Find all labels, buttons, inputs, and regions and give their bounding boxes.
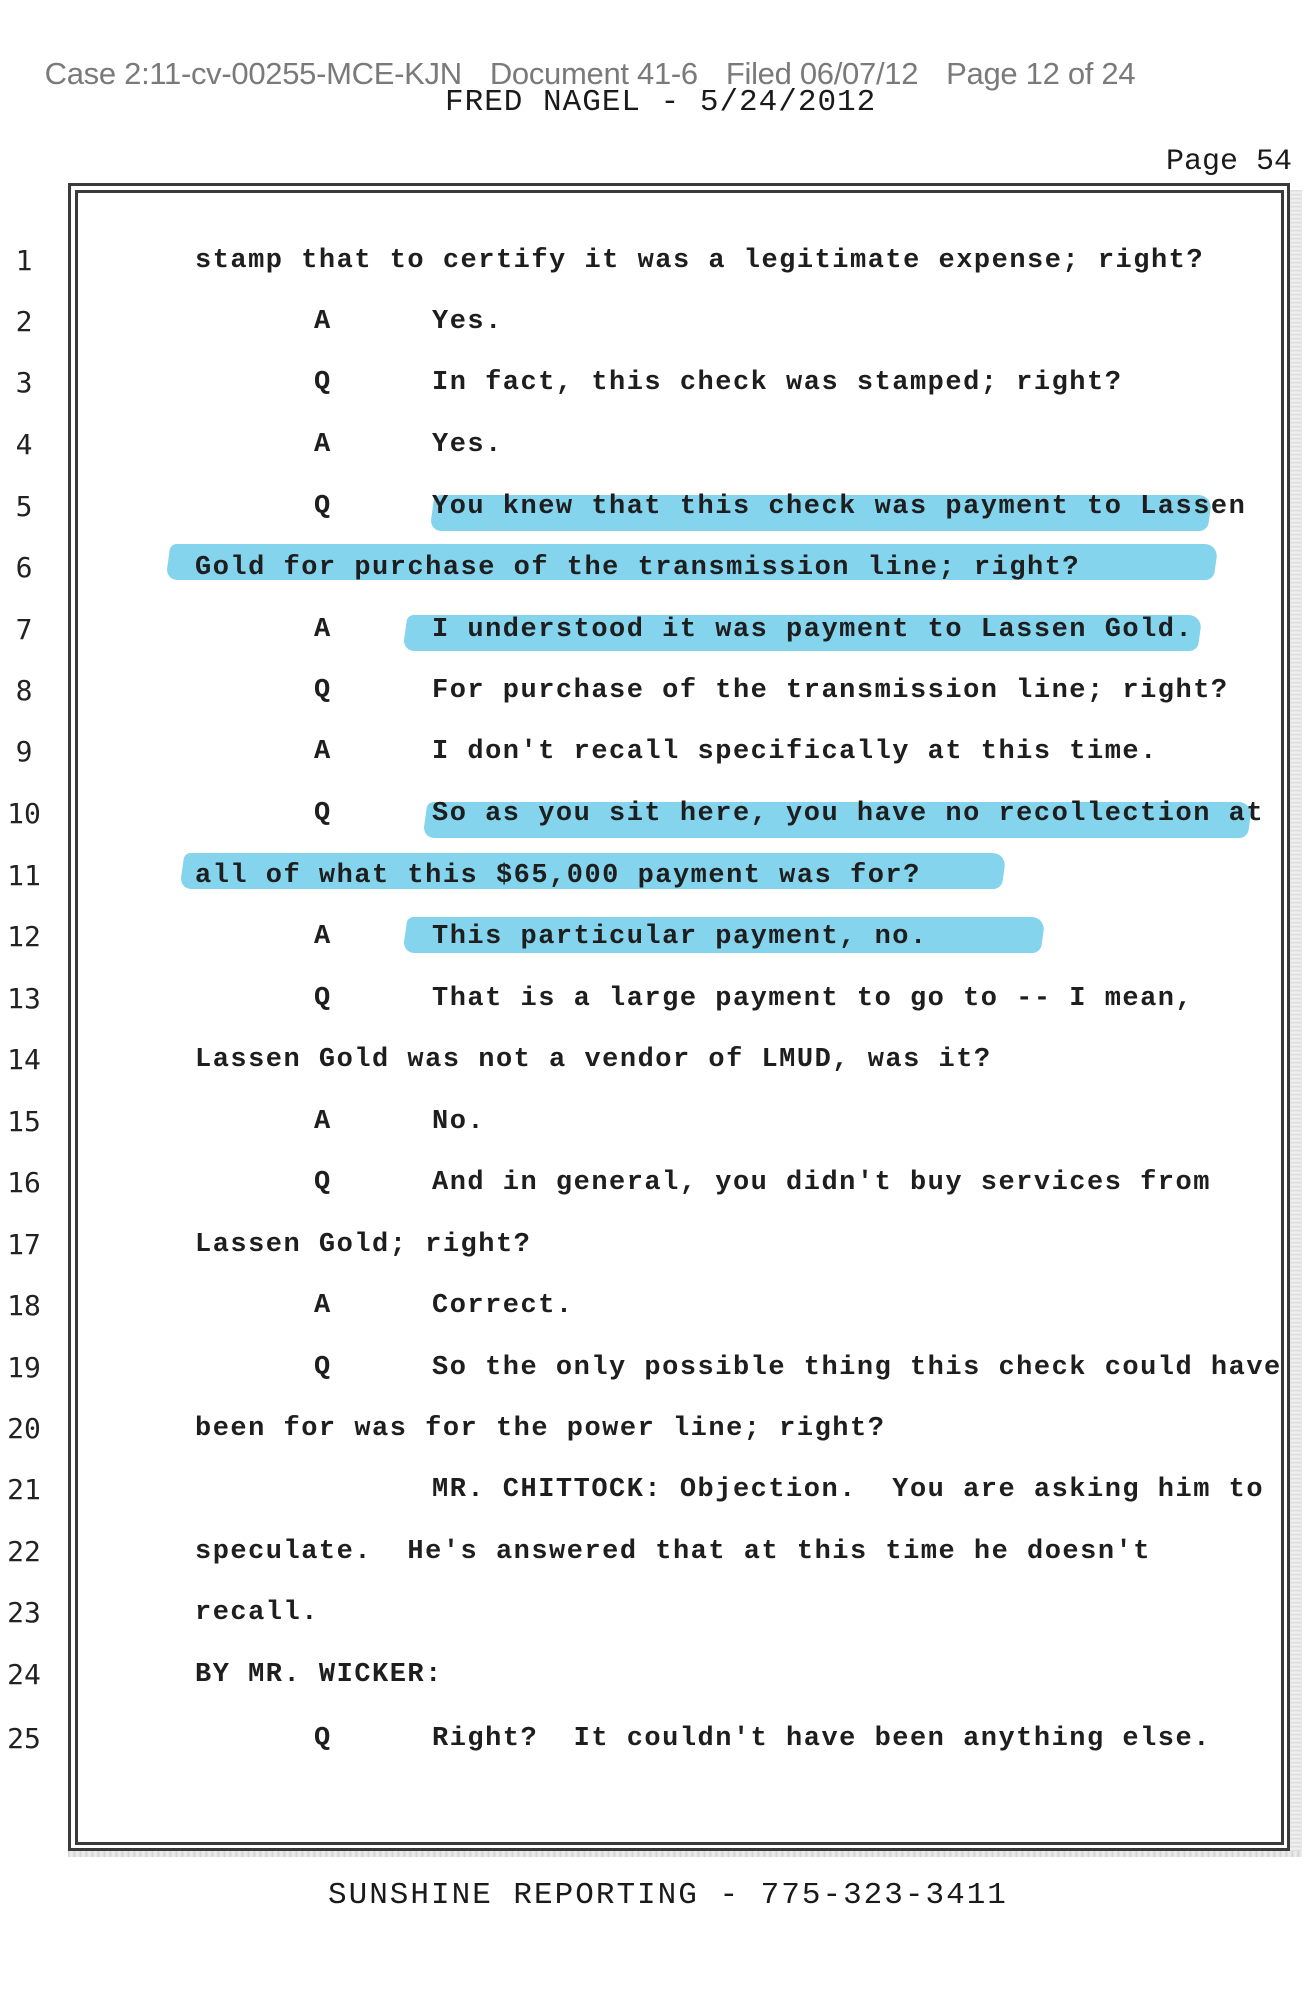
transcript-line [0,1041,1310,1081]
line-text: recall. [195,1598,319,1628]
transcript-line [0,1349,1310,1389]
line-text: MR. CHITTOCK: Objection. You are asking him to [432,1475,1265,1505]
line-text: No. [432,1107,486,1137]
line-text: I understood it was payment to Lassen Gold. [432,615,1194,645]
page-of-total: Page 12 of 24 [946,56,1136,91]
transcript-line [0,1720,1310,1760]
line-text: You knew that this check was payment to Lassen [432,492,1247,522]
line-number: 14 [7,1043,41,1076]
speaker-marker: A [314,615,331,645]
transcript-line [0,1594,1310,1634]
line-text: BY MR. WICKER: [195,1660,443,1690]
speaker-marker: Q [314,1724,331,1754]
transcript-line [0,1471,1310,1511]
transcript-line [0,242,1310,282]
transcript-line [0,857,1310,897]
speaker-marker: A [314,1291,331,1321]
speaker-marker: A [314,1107,331,1137]
line-number: 10 [7,797,41,830]
transcript-line [0,1226,1310,1266]
line-text: speculate. He's answered that at this time he doesn't [195,1537,1151,1567]
line-number: 6 [15,551,33,584]
line-number: 9 [15,735,33,768]
transcript-line [0,1533,1310,1573]
transcript-line [0,611,1310,651]
line-number: 1 [15,244,33,277]
line-number: 16 [7,1166,41,1199]
line-number: 24 [7,1658,41,1691]
line-number: 5 [15,490,33,523]
transcript-line [0,426,1310,466]
document-number: Document 41-6 [489,56,698,91]
transcript-line [0,1287,1310,1327]
line-number: 4 [15,428,33,461]
line-text: That is a large payment to go to -- I mean, [432,984,1194,1014]
reporter-footer: SUNSHINE REPORTING - 775-323-3411 [328,1878,1008,1913]
line-text: And in general, you didn't buy services from [432,1168,1211,1198]
line-text: Lassen Gold was not a vendor of LMUD, was it? [195,1045,992,1075]
page-label: Page 54 [1165,145,1292,179]
line-number: 11 [7,859,41,892]
transcript-line [0,1410,1310,1450]
transcript-line [0,488,1310,528]
line-number: 8 [15,674,33,707]
speaker-marker: A [314,307,331,337]
line-number: 17 [7,1228,41,1261]
transcript-line [0,303,1310,343]
line-text: all of what this $65,000 payment was for? [195,861,921,891]
transcript-line [0,549,1310,589]
line-text: Gold for purchase of the transmission line; right? [195,553,1081,583]
line-text: This particular payment, no. [432,922,928,952]
speaker-marker: Q [314,492,331,522]
speaker-marker: Q [314,368,331,398]
transcript-line [0,1164,1310,1204]
line-number: 25 [7,1722,41,1755]
line-text: I don't recall specifically at this time. [432,737,1158,767]
transcript-line [0,672,1310,712]
speaker-marker: A [314,922,331,952]
line-text: Right? It couldn't have been anything else. [432,1724,1211,1754]
line-number: 23 [7,1596,41,1629]
frame-shadow-bottom [68,1851,1302,1857]
line-text: Correct. [432,1291,574,1321]
speaker-marker: Q [314,799,331,829]
speaker-marker: Q [314,1353,331,1383]
line-text: So as you sit here, you have no recollection at [432,799,1265,829]
filed-date: Filed 06/07/12 [725,56,919,91]
line-number: 22 [7,1535,41,1568]
line-number: 18 [7,1289,41,1322]
transcript-line [0,364,1310,404]
deposition-header: FRED NAGEL - 5/24/2012 [445,85,877,120]
line-number: 19 [7,1351,41,1384]
transcript-line [0,1656,1310,1696]
transcript-line [0,918,1310,958]
line-number: 21 [7,1473,41,1506]
transcript-line [0,980,1310,1020]
speaker-marker: A [314,430,331,460]
line-number: 7 [15,613,33,646]
speaker-marker: Q [314,676,331,706]
line-number: 13 [7,982,41,1015]
line-text: In fact, this check was stamped; right? [432,368,1123,398]
line-text: Yes. [432,430,503,460]
line-text: been for was for the power line; right? [195,1414,886,1444]
line-text: Lassen Gold; right? [195,1230,532,1260]
speaker-marker: A [314,737,331,767]
line-number: 3 [15,366,33,399]
line-text: So the only possible thing this check could have [432,1353,1282,1383]
speaker-marker: Q [314,984,331,1014]
transcript-line [0,1103,1310,1143]
line-text: Yes. [432,307,503,337]
speaker-marker: Q [314,1168,331,1198]
line-number: 15 [7,1105,41,1138]
line-number: 12 [7,920,41,953]
case-header [28,20,1163,92]
transcript-line [0,733,1310,773]
case-number: Case 2:11-cv-00255-MCE-KJN [44,56,462,91]
line-text: stamp that to certify it was a legitimate expense; right? [195,246,1205,276]
line-text: For purchase of the transmission line; right? [432,676,1229,706]
line-number: 2 [15,305,33,338]
transcript-line [0,795,1310,835]
line-number: 20 [7,1412,41,1445]
